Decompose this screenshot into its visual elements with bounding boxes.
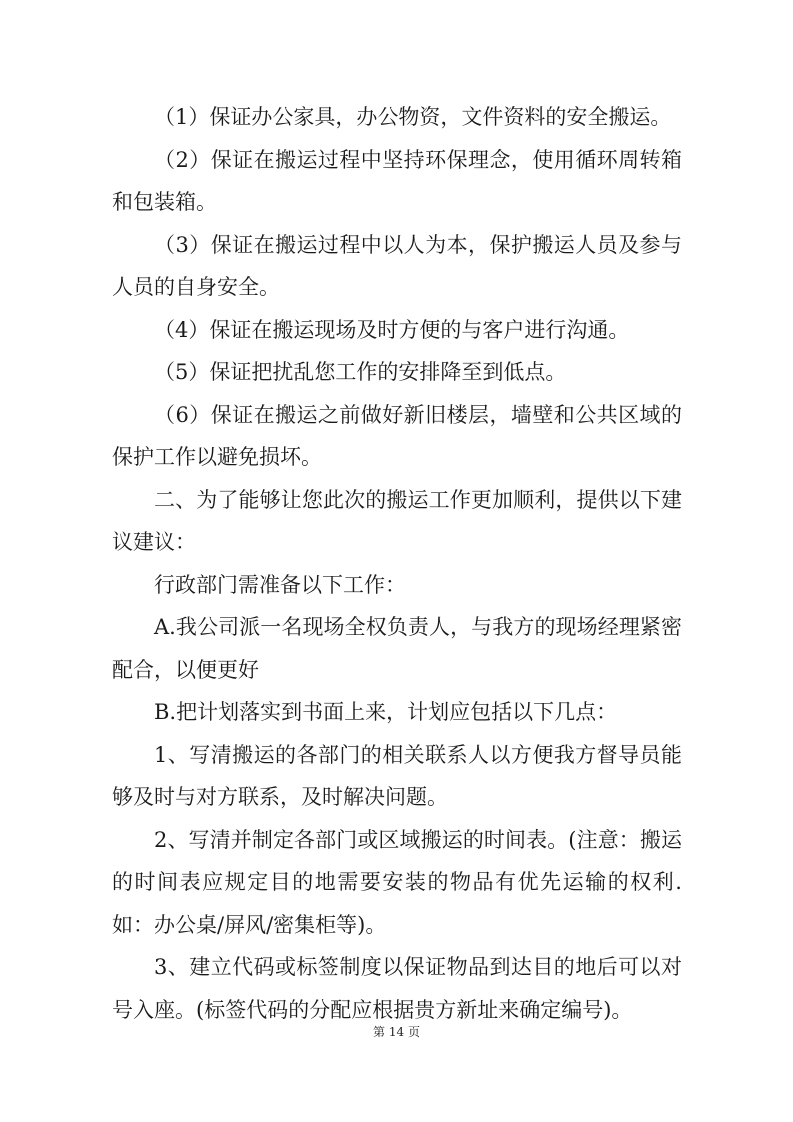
paragraph-guarantee-1: （1）保证办公家具，办公物资，文件资料的安全搬运。 (154, 105, 672, 129)
paragraph-item-a: A.我公司派一名现场全权负责人，与我方的现场经理紧密配合，以便更好 (112, 615, 682, 682)
paragraph-point-2: 2、写清并制定各部门或区域搬运的时间表。(注意：搬运的时间表应规定目的地需要安装的物品有优先运输的权利.如：办公桌/屏风/密集柜等)。 (112, 827, 682, 937)
paragraph-item-b: B.把计划落实到书面上来，计划应包括以下几点： (154, 700, 618, 724)
paragraph-guarantee-2: （2）保证在搬运过程中坚持环保理念，使用循环周转箱和包装箱。 (112, 147, 682, 214)
paragraph-point-1: 1、写清搬运的各部门的相关联系人以方便我方督导员能够及时与对方联系，及时解决问题。 (112, 742, 682, 809)
document-body (112, 96, 682, 1031)
paragraph-admin-prep: 行政部门需准备以下工作： (154, 572, 406, 597)
section-heading-suggestions: 二、为了能够让您此次的搬运工作更加顺利，提供以下建议建议： (112, 487, 682, 554)
paragraph-point-3: 3、建立代码或标签制度以保证物品到达目的地后可以对号入座。(标签代码的分配应根据贵方新址来确定编号)。 (112, 955, 682, 1022)
paragraph-guarantee-5: （5）保证把扰乱您工作的安排降至到低点。 (154, 360, 567, 384)
paragraph-guarantee-3: （3）保证在搬运过程中以人为本，保护搬运人员及参与人员的自身安全。 (112, 232, 682, 299)
paragraph-guarantee-4: （4）保证在搬运现场及时方便的与客户进行沟通。 (154, 317, 630, 342)
paragraph-guarantee-6: （6）保证在搬运之前做好新旧楼层，墙壁和公共区域的保护工作以避免损坏。 (112, 402, 682, 469)
page-number: 第 14 页 (373, 1025, 420, 1039)
